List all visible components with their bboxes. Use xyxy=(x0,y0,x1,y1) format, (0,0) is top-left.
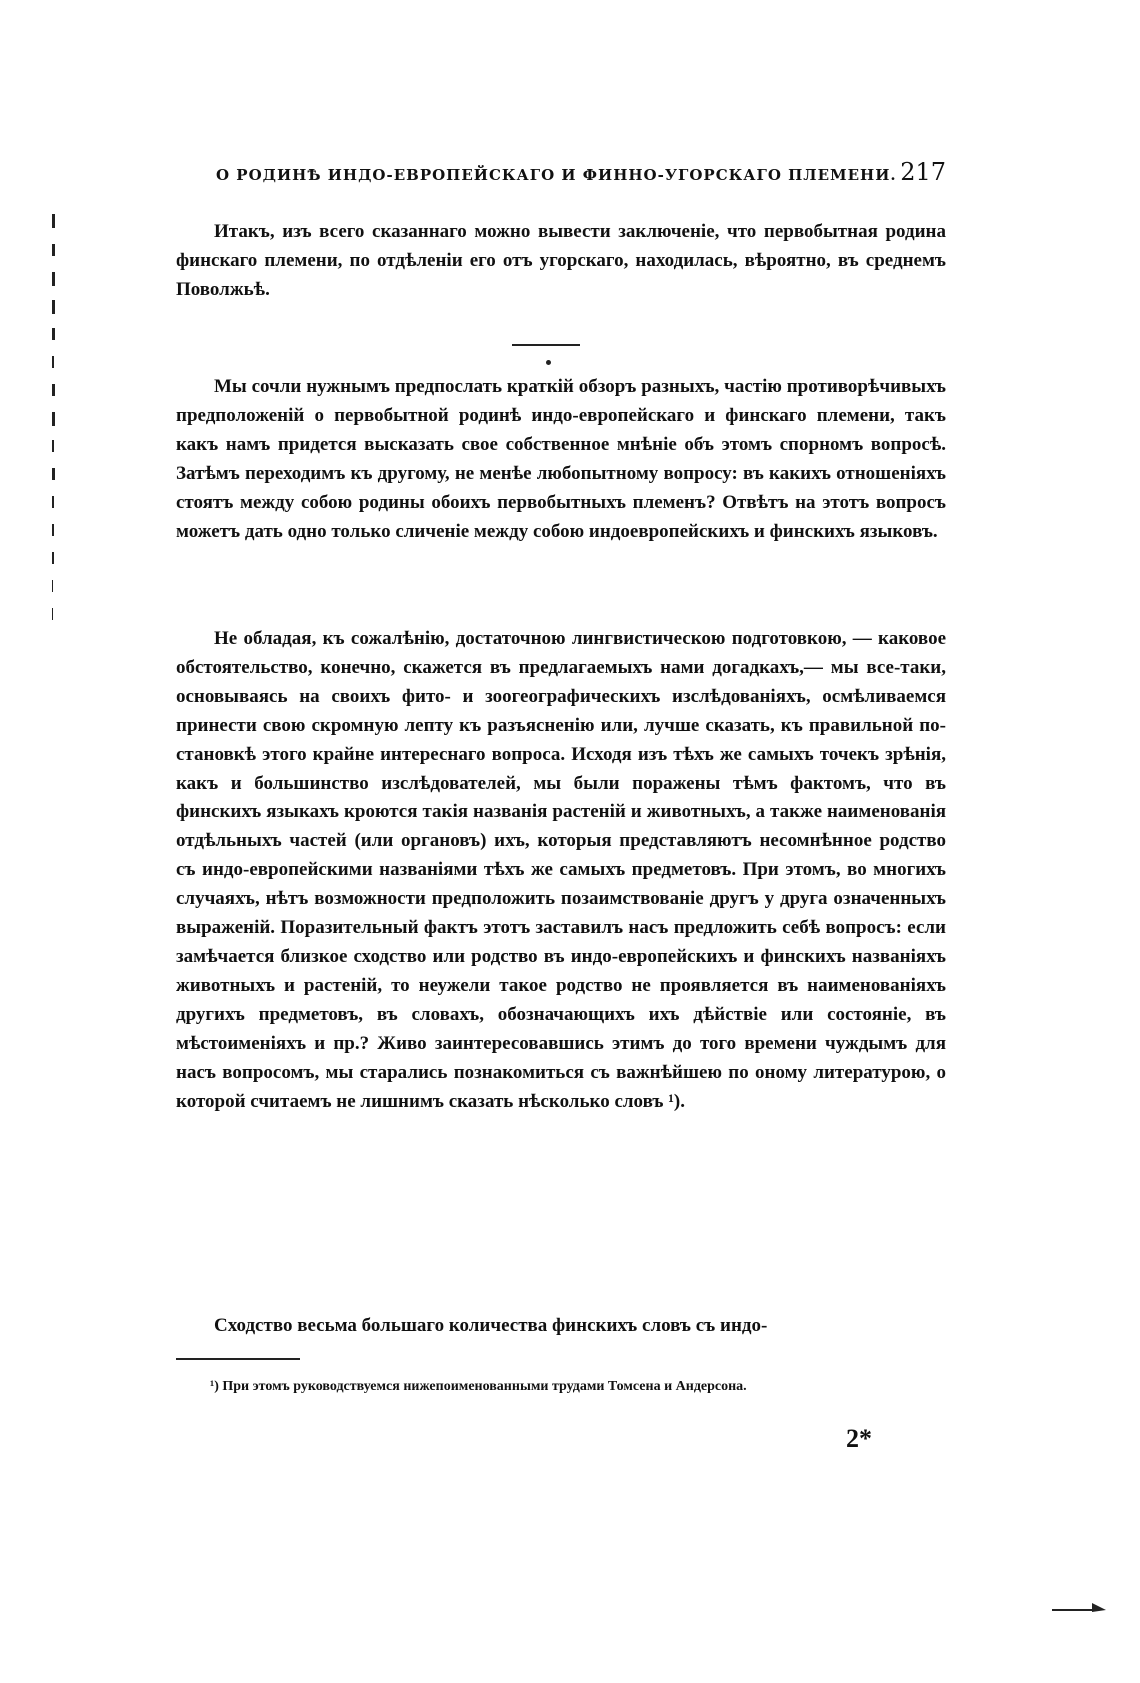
footnote-rule xyxy=(176,1358,300,1360)
section-divider xyxy=(512,344,580,346)
running-head xyxy=(216,158,946,192)
margin-scan-marks xyxy=(48,214,68,674)
arrow-icon xyxy=(1052,1600,1108,1614)
paragraph-2-text: Мы сочли нужнымъ предпослать краткій обзоръ разныхъ, частію противорѣчивыхъ предположеній о первобытной родинѣ индо-европейскаго и финскаго племени, такъ какъ намъ придется высказать свое собственное мнѣніе объ этомъ спорномъ вопросѣ. Затѣмъ переходимъ къ другому, не менѣе любопытному вопросу: въ какихъ отношеніяхъ стоятъ между собою родины обоихъ первобытныхъ племенъ? Отвѣтъ на этотъ вопросъ можетъ дать одно только сличеніе между собою индоевропейскихъ и финскихъ языковъ. xyxy=(176,376,946,542)
running-head-title: О РОДИНѢ ИНДО-ЕВРОПЕЙСКАГО И ФИННО-УГОРСКАГО ПЛЕМЕНИ. xyxy=(216,166,897,184)
signature-mark: 2* xyxy=(846,1424,872,1453)
divider-dot xyxy=(546,360,551,365)
paragraph-4 xyxy=(176,1312,946,1341)
page-number: 217 xyxy=(900,158,946,186)
paragraph-3 xyxy=(176,625,946,1116)
paragraph-4-text: Сходство весьма большаго количества финскихъ словъ съ индо- xyxy=(214,1315,768,1336)
footnote: ¹) При этомъ руководствуемся нижепоименованными трудами Томсена и Андерсона. xyxy=(210,1379,747,1394)
paragraph-3-text: Не обладая, къ сожалѣнію, достаточною лингвистическою подготовкою, — каковое обстоятельство, конечно, скажется въ предлагаемыхъ нами догадкахъ,— мы все-таки, основываясь на своихъ фито- и зоогеографическихъ изслѣдованіяхъ, осмѣливаемся принести свою скромную лепту къ разъясненію или, лучше сказать, къ правильной постановкѣ этого крайне интереснаго вопроса. Исходя изъ тѣхъ же самыхъ точекъ зрѣнія, какъ и большинство изслѣдователей, мы были поражены тѣмъ фактомъ, что въ финскихъ языкахъ кроются такія названія растеній и животныхъ, а также наименованія отдѣльныхъ частей (или органовъ) ихъ, которыя представляютъ несомнѣнное родство съ индо-европейскими названіями тѣхъ же самыхъ предметовъ. При этомъ, во многихъ случаяхъ, нѣтъ возможности предположить позаимствованіе другъ у друга означенныхъ выраженій. Поразительный фактъ этотъ заставилъ насъ предложить себѣ вопросъ: если замѣчается близкое сходство или родство въ индо-европейскихъ и финскихъ названіяхъ животныхъ и растеній, то неужели такое родство не проявляется въ наименованіяхъ другихъ предметовъ, въ словахъ, обозначающихъ ихъ дѣйствіе или состояніе, въ мѣстоименіяхъ и пр.? Живо заинтересовавшись этимъ до того времени чуждымъ для насъ вопросомъ, мы старались познакомиться съ важнѣйшею по оному литературою, о которой считаемъ не лишнимъ сказать нѣсколько словъ ¹). xyxy=(176,628,946,1112)
paragraph-1 xyxy=(176,218,946,305)
paragraph-2 xyxy=(176,373,946,546)
paragraph-1-text: Итакъ, изъ всего сказаннаго можно вывести заключеніе, что первобытная родина финскаго племени, по отдѣленіи его отъ угорскаго, находилась, вѣроятно, въ среднемъ Поволжьѣ. xyxy=(176,221,946,300)
